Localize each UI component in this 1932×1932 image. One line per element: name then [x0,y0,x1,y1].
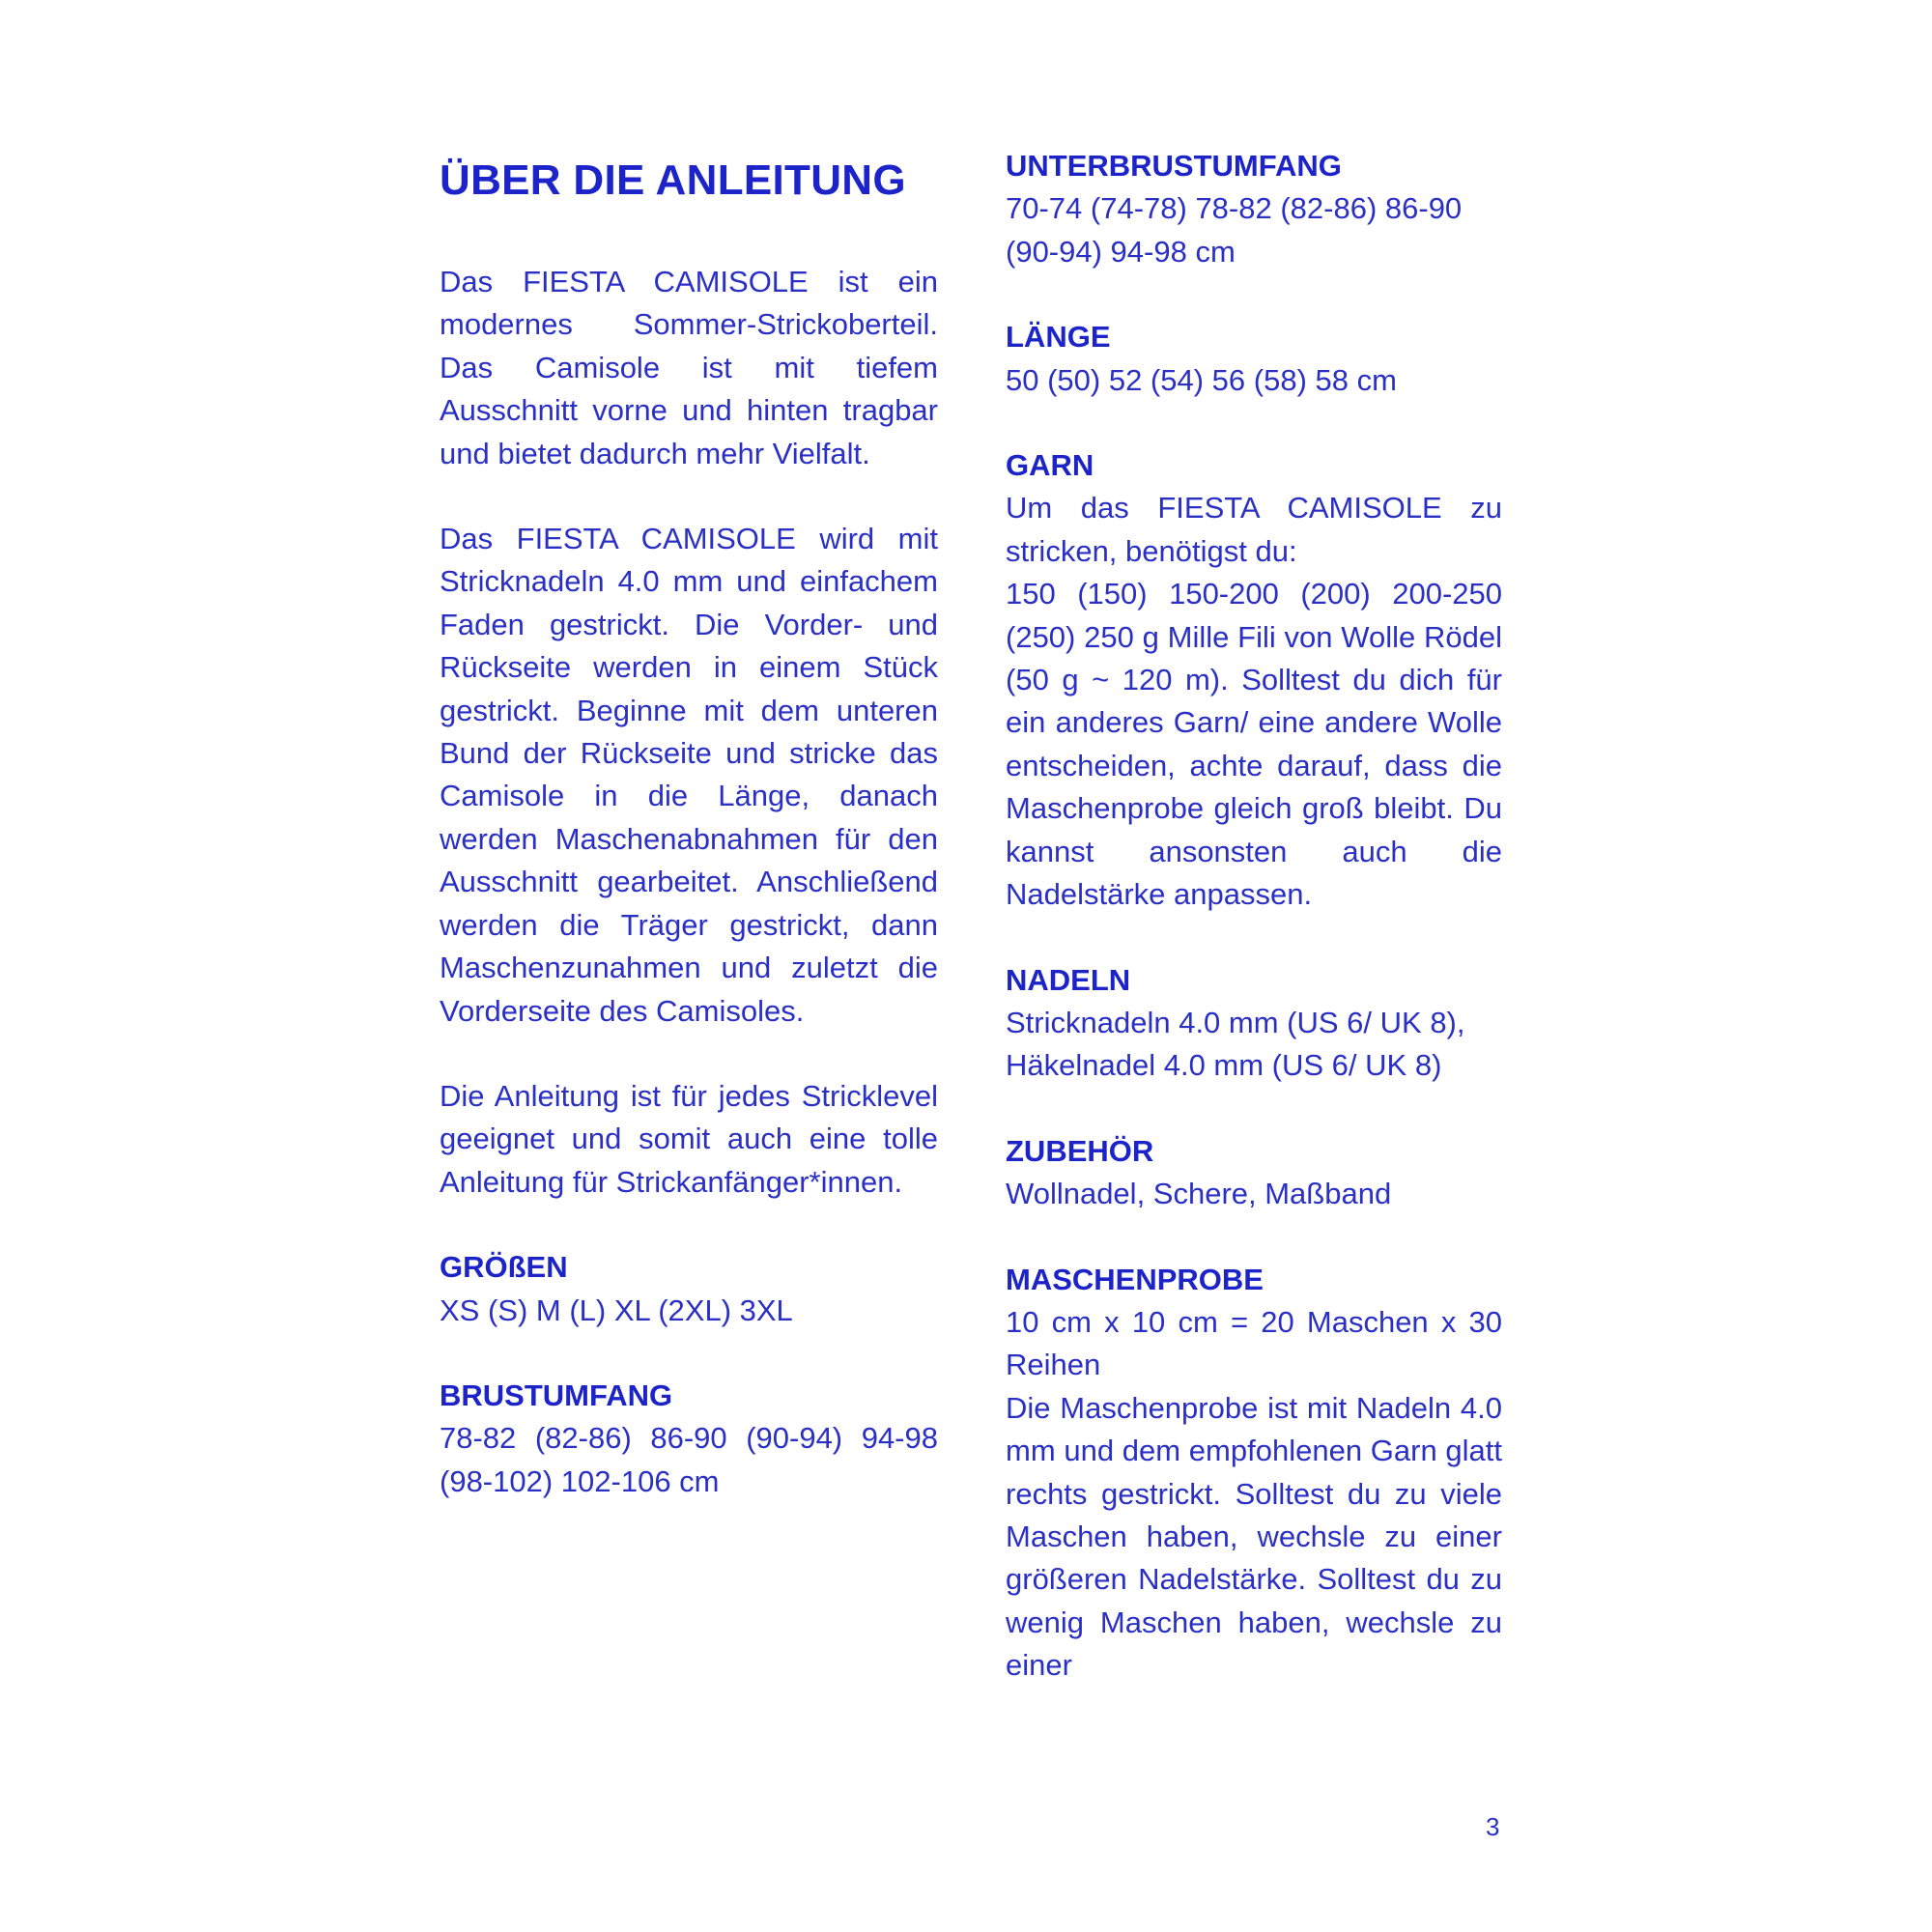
section-body-bust: 78-82 (82-86) 86-90 (90-94) 94-98 (98-102) 102-106 cm [440,1421,938,1498]
section-body-yarn-intro: Um das FIESTA CAMISOLE zu stricken, benötigst du: [1006,491,1502,568]
section-title-length: LÄNGE [1006,320,1111,355]
section-body-gauge-details: Die Maschenprobe ist mit Nadeln 4.0 mm und dem empfohlenen Garn glatt rechts gestrickt. Solltest du zu viele Maschen haben, wechsle zu einer größeren Nadelstärke. Solltest du zu wenig Maschen haben, wechsle zu einer [1006,1390,1502,1683]
section-body-sizes: XS (S) M (L) XL (2XL) 3XL [440,1293,793,1327]
section-yarn [1006,444,1502,916]
level-paragraph: Die Anleitung ist für jedes Stricklevel geeignet und somit auch eine tolle Anleitung für Strickanfänger*innen. [440,1078,938,1199]
section-body-underbust: 70-74 (74-78) 78-82 (82-86) 86-90 (90-94) 94-98 cm [1006,191,1463,269]
section-length [1006,316,1502,402]
section-title-yarn: GARN [1006,448,1094,483]
section-title-accessories: ZUBEHÖR [1006,1133,1154,1168]
page-title: ÜBER DIE ANLEITUNG [440,156,906,204]
section-needles [1006,959,1502,1088]
section-body-length: 50 (50) 52 (54) 56 (58) 58 cm [1006,362,1397,397]
section-underbust [1006,145,1502,273]
method-paragraph: Das FIESTA CAMISOLE wird mit Stricknadeln 4.0 mm und einfachem Faden gestrickt. Die Vorder- und Rückseite werden in einem Stück gestrickt. Beginne mit dem unteren Bund der Rückseite und stricke das Camisole in die Länge, danach werden Maschenabnahmen für den Ausschnitt gearbeitet. Anschließend werden die Träger gestrickt, dann Maschenzunahmen und zuletzt die Vorderseite des Camisoles. [440,522,938,1028]
left-column [440,145,938,1546]
section-body-gauge-measure: 10 cm x 10 cm = 20 Maschen x 30 Reihen [1006,1304,1502,1382]
section-title-needles: NADELN [1006,962,1131,997]
section-body-yarn-details: 150 (150) 150-200 (200) 200-250 (250) 250 g Mille Fili von Wolle Rödel (50 g ~ 120 m). Solltest du dich für ein anderes Garn/ eine andere Wolle entscheiden, achte darauf, dass die Maschenprobe gleich groß bleibt. Du kannst ansonsten auch die Nadelstärke anpassen. [1006,577,1502,912]
section-gauge [1006,1259,1502,1688]
right-column [1006,145,1502,1730]
section-title-sizes: GRÖßEN [440,1250,568,1285]
section-body-needles: Stricknadeln 4.0 mm (US 6/ UK 8), Häkelnadel 4.0 mm (US 6/ UK 8) [1006,1005,1465,1083]
section-bust [440,1375,938,1503]
intro-paragraph: Das FIESTA CAMISOLE ist ein modernes Sommer-Strickoberteil. Das Camisole ist mit tiefem Ausschnitt vorne und hinten tragbar und bietet dadurch mehr Vielfalt. [440,265,938,470]
page-number: 3 [1486,1812,1500,1841]
section-title-gauge: MASCHENPROBE [1006,1262,1264,1296]
section-title-bust: BRUSTUMFANG [440,1378,673,1412]
section-accessories [1006,1130,1502,1216]
section-sizes [440,1246,938,1332]
section-title-underbust: UNTERBRUSTUMFANG [1006,149,1342,183]
section-body-accessories: Wollnadel, Schere, Maßband [1006,1177,1392,1211]
